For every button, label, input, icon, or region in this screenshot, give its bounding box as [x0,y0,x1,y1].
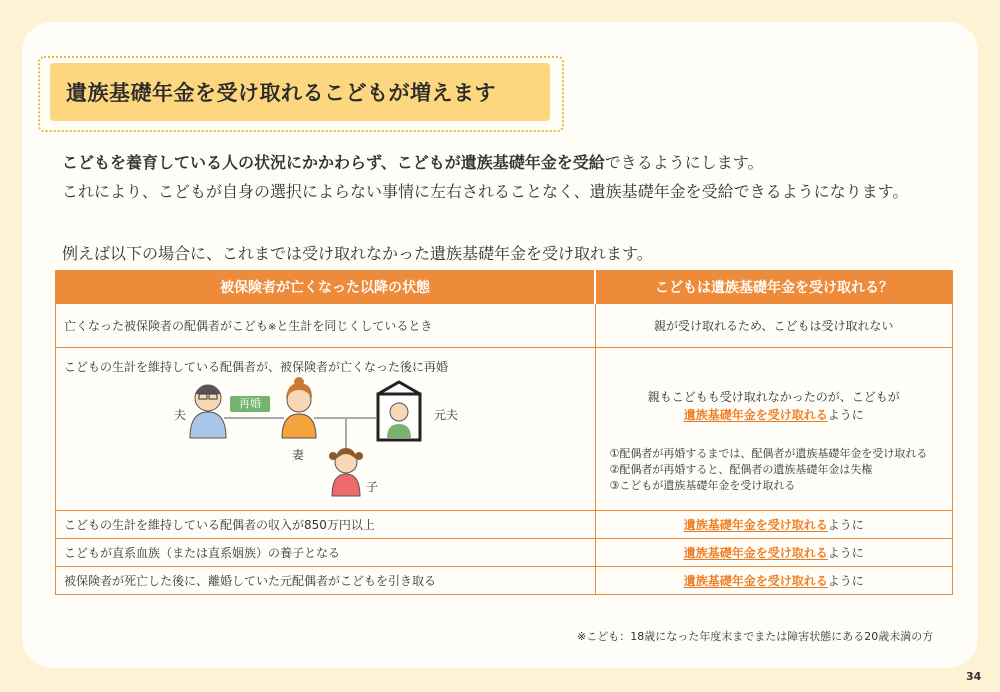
title-frame [38,56,564,132]
husband-illustration-icon [190,385,226,438]
row2-right [595,348,953,511]
row3-right: 遺族基礎年金を受け取れるように [595,511,953,539]
row2-right-line2: 遺族基礎年金を受け取れるように [683,408,864,422]
intro-line-1 [62,148,908,177]
row1-left: 亡くなった被保険者の配偶者がこども※と生計を同じくしているとき [56,304,596,348]
remarriage-tag: 再婚 [230,396,270,412]
row2-left [56,348,596,511]
note-item: ①配偶者が再婚するまでは、配偶者が遺族基礎年金を受け取れる [609,447,928,460]
child-illustration-icon [329,448,363,496]
intro-text [62,148,908,206]
note-item: ③こどもが遺族基礎年金を受け取れる [609,479,796,492]
row2-notes [610,446,928,494]
label-child: 子 [366,480,379,494]
label-ex-husband: 元夫 [434,408,459,422]
family-diagram [56,348,594,511]
footnote: ※こども：18歳になった年度末までまたは障害状態にある20歳未満の方 [577,630,934,643]
table-row [56,304,953,348]
header-eligibility: こどもは遺族基礎年金を受け取れる？ [595,271,953,304]
row5-left: 被保険者が死亡した後に、離婚していた元配偶者がこどもを引き取る [56,567,596,595]
row4-right: 遺族基礎年金を受け取れるように [595,539,953,567]
row5-right: 遺族基礎年金を受け取れるように [595,567,953,595]
wife-illustration-icon [282,377,316,438]
row4-left: こどもが直系血族（または直系姻族）の養子となる [56,539,596,567]
intro-line-2: これにより、こどもが自身の選択によらない事情に左右されることなく、遺族基礎年金を受給できるようになります。 [62,182,909,201]
label-husband: 夫 [174,408,187,422]
row1-right: 親が受け取れるため、こどもは受け取れない [595,304,953,348]
table-row [56,511,953,539]
comparison-table [55,270,953,595]
ex-husband-portrait-icon [378,382,420,440]
table-header-row [56,271,953,304]
intro-bold: こどもを養育している人の状況にかかわらず、こどもが遺族基礎年金を受給 [62,153,605,172]
row2-left-text: こどもの生計を維持している配偶者が、被保険者が亡くなった後に再婚 [64,360,449,374]
label-wife: 妻 [292,448,305,462]
table-row [56,539,953,567]
page-title: 遺族基礎年金を受け取れるこどもが増えます [50,63,550,121]
example-line: 例えば以下の場合に、これまでは受け取れなかった遺族基礎年金を受け取れます。 [62,244,653,263]
table-row [56,567,953,595]
header-situation: 被保険者が亡くなった以降の状態 [56,271,596,304]
page-number: 34 [966,670,982,683]
note-item: ②配偶者が再婚すると、配偶者の遺族基礎年金は失権 [609,463,873,476]
table-row [56,348,953,511]
row2-right-line1: 親もこどもも受け取れなかったのが、こどもが [647,390,900,404]
row3-left: こどもの生計を維持している配偶者の収入が850万円以上 [56,511,596,539]
intro-rest: できるようにします。 [604,153,764,172]
